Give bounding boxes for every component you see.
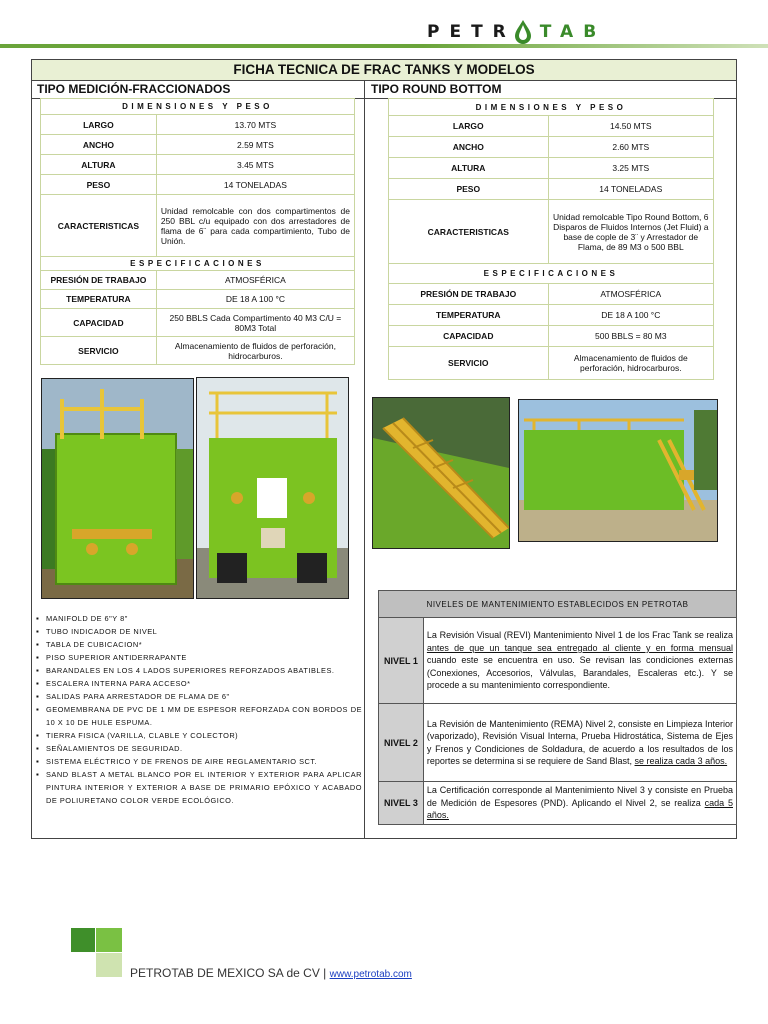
dim-heading: DIMENSIONES Y PESO [389, 99, 714, 116]
feature-item: ▪ TUBO INDICADOR DE NIVEL [36, 625, 362, 638]
maintenance-table [378, 590, 737, 825]
tank-rear-photo-2 [196, 377, 349, 599]
level-text: La Revisión Visual (REVI) Mantenimiento Nivel 1 de los Frac Tank se realiza [426, 630, 733, 641]
feature-item: ▪ SALIDAS PARA ARRESTADOR DE FLAMA DE 6" [36, 690, 362, 703]
row-value: 13.70 MTS [156, 115, 354, 135]
row-label: ALTURA [41, 155, 157, 175]
spec-label: TEMPERATURA [389, 305, 549, 326]
row-value: 3.25 MTS [548, 158, 713, 179]
level-description [423, 782, 736, 825]
right-model-heading: TIPO ROUND BOTTOM [371, 82, 502, 96]
spec-value: ATMOSFÉRICA [156, 271, 354, 290]
spec-label: TEMPERATURA [41, 290, 157, 309]
row-value: 2.59 MTS [156, 135, 354, 155]
feature-item: ▪ MANIFOLD DE 6"Y 8" [36, 612, 362, 625]
logo-text-left: PETR [427, 22, 516, 42]
footer-square-icon [96, 953, 122, 977]
spec-label: CAPACIDAD [41, 309, 157, 337]
row-value: 3.45 MTS [156, 155, 354, 175]
level-description [423, 618, 736, 704]
row-label: ANCHO [389, 137, 549, 158]
spec-value: Almacenamiento de fluidos de perforación, hidrocarburos. [548, 347, 713, 380]
row-value: 14 TONELADAS [156, 175, 354, 195]
level-text-underlined: cada 5 años. [426, 797, 733, 820]
row-value: 14 TONELADAS [548, 179, 713, 200]
right-spec-table [388, 98, 714, 380]
row-label: CARACTERISTICAS [389, 200, 549, 264]
spec-heading: ESPECIFICACIONES [41, 257, 355, 271]
feature-item: ▪ BARANDALES EN LOS 4 LADOS SUPERIORES REFORZADOS ABATIBLES. [36, 664, 362, 677]
maintenance-heading: NIVELES DE MANTENIMIENTO ESTABLECIDOS EN PETROTAB [379, 591, 737, 618]
row-label: LARGO [389, 116, 549, 137]
spec-value: 250 BBLS Cada Compartimento 40 M3 C/U = 80M3 Total [156, 309, 354, 337]
page-title: FICHA TECNICA DE FRAC TANKS Y MODELOS [32, 60, 736, 81]
logo-text-right: TAB [539, 22, 607, 42]
level-text: cuando este se encuentra en uso. Se revisan las condiciones externas (Conexiones, Accesorios, Válvulas, Barandales, Escaleras etc.). Y se procede a su mantenimiento correspondiente. [426, 655, 733, 691]
column-divider [364, 81, 365, 839]
level-text: La Certificación corresponde al Mantenimiento Nivel 3 y consiste en Prueba de Medición de Espesores (PND). Aplicando el Nivel 2, se realiza [426, 785, 733, 808]
level-label: NIVEL 3 [379, 782, 424, 825]
level-text-underlined: antes de que un tanque sea entregado al cliente y en forma mensual [426, 642, 733, 653]
spec-label: PRESIÓN DE TRABAJO [389, 284, 549, 305]
level-text-underlined: se realiza cada 3 años. [634, 756, 728, 766]
features-list [36, 612, 362, 807]
level-text: La Revisión de Mantenimiento (REMA) Nivel 2, consiste en Limpieza Interior (vaporizado), Revisión Visual Interna, Prueba Hidrostática, Sistema de Ejes y Frenos y Condiciones de Soldadura, de acuerdo a los resultados de los reportes se determina si se requiere de Sand Blast, [426, 718, 733, 766]
footer [130, 966, 412, 980]
footer-square-icon [96, 928, 122, 952]
left-spec-table [40, 98, 355, 365]
feature-item: ▪ GEOMEMBRANA DE PVC DE 1 MM DE ESPESOR REFORZADA CON BORDOS DE 10 X 10 DE HULE ESPUMA. [36, 703, 362, 729]
left-model-heading: TIPO MEDICIÓN-FRACCIONADOS [37, 82, 231, 96]
feature-item: ▪ TIERRA FISICA (VARILLA, CLABLE Y COLECTOR) [36, 729, 362, 742]
spec-value: DE 18 A 100 °C [548, 305, 713, 326]
level-description [423, 704, 736, 782]
row-label: PESO [389, 179, 549, 200]
tank-top-walkway-photo [372, 397, 510, 549]
spec-label: SERVICIO [389, 347, 549, 380]
spec-value: DE 18 A 100 °C [156, 290, 354, 309]
feature-item: ▪ TABLA DE CUBICACION* [36, 638, 362, 651]
spec-heading: ESPECIFICACIONES [389, 264, 714, 284]
level-label: NIVEL 2 [379, 704, 424, 782]
spec-label: CAPACIDAD [389, 326, 549, 347]
feature-item: ▪ SAND BLAST A METAL BLANCO POR EL INTERIOR Y EXTERIOR PARA APLICAR PINTURA INTERIOR Y EXTERIOR A BASE DE PRIMARIO EPÓXICO Y ACABADO DE POLIURETANO COLOR VERDE ECOLÓGICO. [36, 768, 362, 807]
spec-value: 500 BBLS = 80 M3 [548, 326, 713, 347]
row-label: CARACTERISTICAS [41, 195, 157, 257]
feature-item: ▪ PISO SUPERIOR ANTIDERRAPANTE [36, 651, 362, 664]
feature-item: ▪ SISTEMA ELÉCTRICO Y DE FRENOS DE AIRE REGLAMENTARIO SCT. [36, 755, 362, 768]
footer-website-link[interactable]: www.petrotab.com [329, 969, 412, 980]
spec-label: SERVICIO [41, 337, 157, 365]
spec-value: ATMOSFÉRICA [548, 284, 713, 305]
feature-item: ▪ ESCALERA INTERNA PARA ACCESO* [36, 677, 362, 690]
header-rule [0, 44, 768, 48]
row-label: PESO [41, 175, 157, 195]
row-label: LARGO [41, 115, 157, 135]
round-bottom-tank-photo [518, 399, 718, 542]
row-value: Unidad remolcable Tipo Round Bottom, 6 Disparos de Fluidos Internos (Jet Fluid) a base de cople de 3¨ y Arrestador de Flama, de 89 M3 o 500 BBL [548, 200, 713, 264]
row-value: 2.60 MTS [548, 137, 713, 158]
spec-label: PRESIÓN DE TRABAJO [41, 271, 157, 290]
row-label: ANCHO [41, 135, 157, 155]
drop-logo-icon [512, 19, 534, 45]
spec-value: Almacenamiento de fluidos de perforación, hidrocarburos. [156, 337, 354, 365]
row-label: ALTURA [389, 158, 549, 179]
level-label: NIVEL 1 [379, 618, 424, 704]
feature-item: ▪ SEÑALAMIENTOS DE SEGURIDAD. [36, 742, 362, 755]
footer-company: PETROTAB DE MEXICO SA de CV | [130, 966, 327, 980]
row-value: 14.50 MTS [548, 116, 713, 137]
tank-rear-photo-1 [41, 378, 194, 599]
petrotab-logo [427, 18, 606, 46]
dim-heading: DIMENSIONES Y PESO [41, 99, 355, 115]
row-value: Unidad remolcable con dos compartimentos de 250 BBL c/u equipado con dos arrestadores de flama de 6¨ para cada compartimiento, Tubo de Unión. [156, 195, 354, 257]
footer-square-icon [71, 928, 95, 952]
